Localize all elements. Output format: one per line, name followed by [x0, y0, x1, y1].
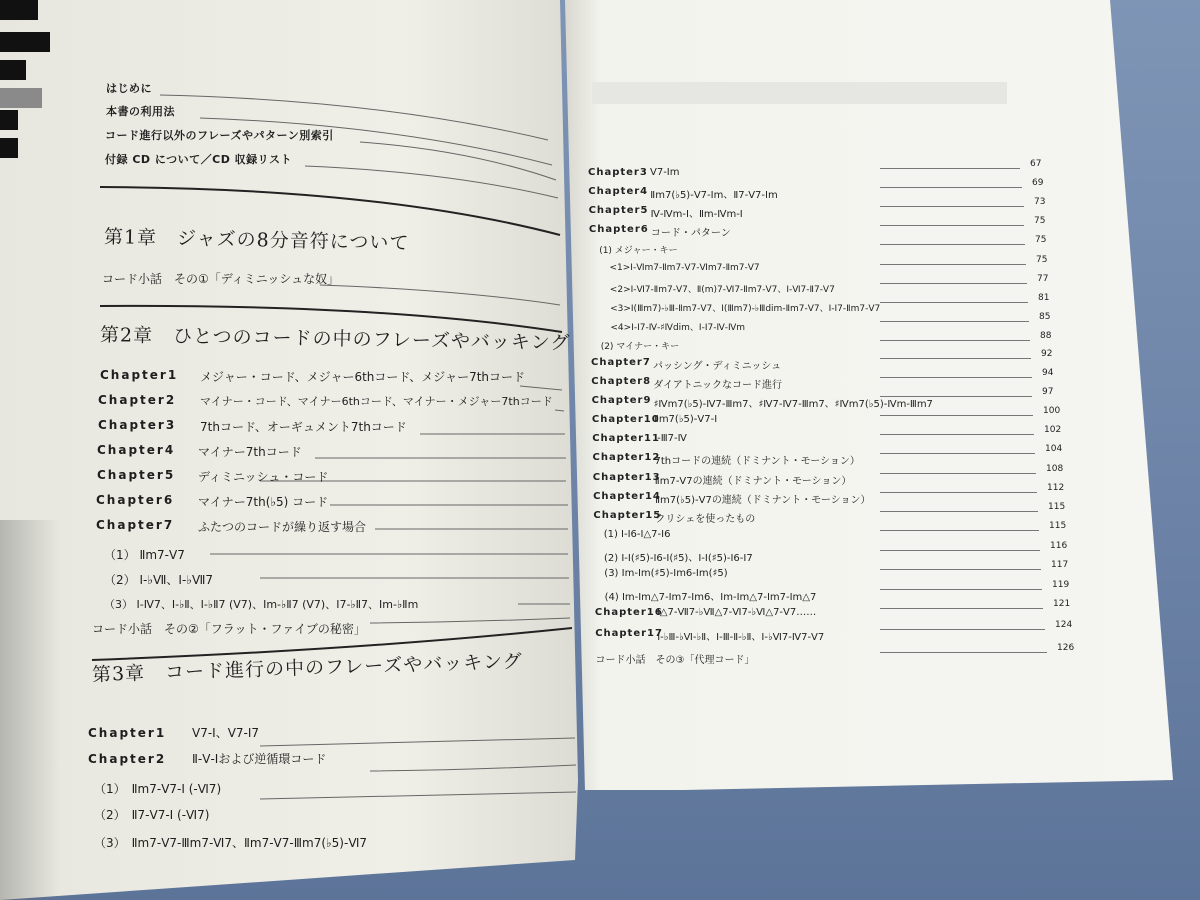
toc-chapter-title: Ⅱm7(♭5)-Ⅴ7の連続（ドミナント・モーション） [655, 495, 871, 506]
toc-row [610, 263, 760, 273]
toc-chapter-name: Chapter1 [88, 726, 167, 740]
toc-chapter-name: Chapter6 [96, 493, 175, 507]
toc-leader-rule [880, 225, 1024, 226]
toc-page-number: 104 [1045, 444, 1063, 454]
toc-row [593, 452, 860, 467]
toc-leader-rule [880, 168, 1020, 169]
toc-leader-rule [880, 569, 1041, 570]
toc-page-number: 75 [1035, 235, 1047, 245]
toc-page-number: 94 [1042, 368, 1054, 378]
toc-page-number: 126 [1057, 643, 1075, 653]
toc-page-number: 73 [1034, 197, 1046, 207]
toc-row [604, 529, 671, 540]
toc-leader-rule [880, 550, 1040, 551]
toc-chapter-name: Chapter13 [592, 472, 661, 483]
toc-leader-rule [880, 244, 1025, 245]
toc-chapter-title: Ⅱ-Ⅴ-Ⅰおよび逆循環コード [192, 752, 327, 766]
toc-page-number: 100 [1043, 406, 1061, 416]
toc-page-number: 121 [1053, 599, 1071, 609]
toc-row [601, 339, 679, 352]
toc-row [610, 301, 880, 314]
toc-chapter-title: コード・パターン [650, 228, 731, 239]
toc-chapter-title: マイナー7th(♭5) コード [198, 495, 329, 509]
toc-page-number: 124 [1055, 620, 1073, 630]
toc-sub-item: （3） Ⅰ-Ⅳ7、Ⅰ-♭Ⅱ、Ⅰ-♭Ⅱ7 (Ⅴ7)、Ⅰm-♭Ⅱ7 (Ⅴ7)、Ⅰ7-♭Ⅱ7、Ⅰm-♭Ⅱm [104, 598, 419, 611]
toc-chapter-title: ふたつのコードが繰り返す場合 [198, 520, 367, 534]
toc-row [593, 491, 870, 506]
toc-chapter-title: (2) Ⅰ-Ⅰ(♯5)-Ⅰ6-Ⅰ(♯5)、Ⅰ-Ⅰ(♯5)-Ⅰ6-Ⅰ7 [604, 553, 753, 564]
toc-chapter-title: Ⅳ-Ⅳm-Ⅰ、Ⅱm-Ⅳm-Ⅰ [650, 209, 743, 220]
toc-page-number: 102 [1044, 425, 1062, 435]
toc-chapter-title: Ⅰ-Ⅲ7-Ⅳ [654, 433, 687, 444]
toc-page-number: 77 [1037, 274, 1049, 284]
toc-row [588, 167, 680, 178]
toc-chapter-name: Chapter1 [100, 368, 179, 382]
toc-chapter-name: Chapter5 [588, 205, 649, 216]
toc-row [591, 376, 782, 391]
toc-chapter-title: マイナー7thコード [198, 445, 302, 459]
toc-leader-rule [880, 530, 1039, 531]
toc-page-number: 75 [1036, 255, 1048, 265]
toc-page-number: 115 [1049, 521, 1067, 531]
intro-item: はじめに [106, 82, 152, 95]
toc-leader-rule [880, 492, 1037, 493]
toc-leader-rule [880, 473, 1036, 474]
toc-chapter-name: Chapter17 [595, 628, 663, 639]
toc-chapter-title: Ⅱm7-Ⅴ7の連続（ドミナント・モーション） [654, 476, 852, 487]
toc-page-number: 85 [1039, 312, 1051, 322]
toc-page-number: 112 [1047, 483, 1065, 493]
toc-chapter-name: Chapter5 [97, 468, 176, 482]
toc-chapter-name: Chapter2 [98, 393, 177, 407]
toc-chapter-title: メジャー・コード、メジャー6thコード、メジャー7thコード [200, 370, 526, 384]
toc-page-number: 119 [1052, 580, 1070, 590]
toc-row [595, 628, 824, 643]
toc-leader-rule [880, 206, 1024, 207]
toc-row [591, 357, 781, 372]
toc-chapter-title: 7thコードの連続（ドミナント・モーション） [654, 456, 860, 467]
toc-chapter-title: (1) メジャー・キー [599, 246, 678, 256]
toc-chapter-title: Ⅰ-♭Ⅲ-♭Ⅵ-♭Ⅱ、Ⅰ-Ⅲ-Ⅱ-♭Ⅱ、Ⅰ-♭Ⅵ7-Ⅳ7-Ⅴ7 [657, 632, 825, 643]
toc-leader-rule [880, 629, 1045, 630]
toc-page-number: 81 [1038, 293, 1050, 303]
toc-chapter-title: <2>Ⅰ-Ⅵ7-Ⅱm7-Ⅴ7、Ⅱ(m)7-Ⅵ7-Ⅱm7-Ⅴ7、Ⅰ-Ⅵ7-Ⅱ7-Ⅴ7 [609, 285, 835, 295]
toc-sub-item: （2） Ⅱ7-Ⅴ7-Ⅰ (-Ⅵ7) [94, 808, 210, 822]
toc-chapter-name: Chapter4 [588, 186, 649, 197]
toc-chapter-title: (2) マイナー・キー [600, 342, 680, 352]
toc-leader-rule [880, 358, 1031, 359]
toc-chapter-name: Chapter10 [591, 414, 660, 425]
toc-row [592, 414, 717, 425]
toc-leader-rule [880, 434, 1034, 435]
toc-chapter-name: Chapter11 [592, 433, 660, 444]
toc-row [593, 510, 755, 525]
toc-page-number: 97 [1042, 387, 1054, 397]
toc-page-number: 69 [1032, 178, 1044, 188]
toc-row [604, 549, 753, 564]
toc-row [588, 186, 777, 201]
toc-row [595, 607, 816, 618]
toc-chapter-name: Chapter3 [588, 167, 648, 178]
toc-chapter-name: Chapter8 [591, 376, 652, 387]
faded-header-bar [592, 82, 1007, 104]
toc-chapter-title: 7thコード、オーギュメント7thコード [200, 420, 407, 434]
toc-leader-rule [880, 321, 1029, 322]
toc-leader-rule [880, 589, 1042, 590]
toc-chapter-title: (3) Ⅰm-Ⅰm(♯5)-Ⅰm6-Ⅰm(♯5) [604, 568, 728, 579]
toc-leader-rule [880, 415, 1033, 416]
toc-row [593, 472, 852, 487]
toc-chapter-title: ディミニッシュ・コード [198, 470, 329, 484]
toc-chapter-title: <1>Ⅰ-Ⅵm7-Ⅱm7-Ⅴ7-Ⅵm7-Ⅱm7-Ⅴ7 [609, 263, 760, 273]
intro-item: 本書の利用法 [106, 105, 175, 118]
toc-page-number: 67 [1030, 159, 1042, 169]
toc-chapter-name: Chapter7 [96, 518, 175, 532]
toc-chapter-title: (1) Ⅰ-Ⅰ6-Ⅰ△7-Ⅰ6 [603, 529, 671, 540]
toc-row [599, 243, 677, 256]
toc-page-number: 108 [1046, 464, 1064, 474]
toc-row [605, 588, 817, 603]
chapter2-sidebar-title: コード小話 その②「フラット・ファイブの秘密」 [92, 622, 366, 636]
toc-row [592, 395, 933, 410]
toc-chapter-title: ♯Ⅳm7(♭5)-Ⅳ7-Ⅲm7、♯Ⅳ7-Ⅳ7-Ⅲm7、♯Ⅳm7(♭5)-Ⅳm-Ⅲm7 [653, 399, 933, 410]
toc-chapter-title: マイナー・コード、マイナー6thコード、マイナー・メジャー7thコード [200, 395, 553, 408]
toc-chapter-name: Chapter3 [98, 418, 177, 432]
toc-chapter-name: Chapter9 [591, 395, 652, 406]
toc-chapter-title: Ⅱm7(♭5)-Ⅴ7-Ⅰ [653, 414, 718, 425]
intro-item: コード進行以外のフレーズやパターン別索引 [105, 129, 334, 142]
toc-row [610, 282, 835, 295]
toc-row [604, 568, 727, 579]
toc-chapter-title: Ⅱm7(♭5)-Ⅴ7-Ⅰm、Ⅱ7-Ⅴ7-Ⅰm [650, 190, 778, 201]
toc-chapter-name: Chapter2 [88, 752, 167, 766]
toc-chapter-name: Chapter6 [588, 224, 649, 235]
chapter2-heading: 第2章 ひとつのコードの中のフレーズやバッキング [99, 324, 571, 355]
toc-sub-item: （1） Ⅱm7-Ⅴ7-Ⅰ (-Ⅵ7) [94, 782, 222, 796]
toc-chapter-name: Chapter7 [591, 357, 651, 368]
toc-chapter-title: <4>Ⅰ-Ⅰ7-Ⅳ-♯Ⅳdim、Ⅰ-Ⅰ7-Ⅳ-Ⅳm [610, 323, 746, 333]
toc-chapter-title: Ⅴ7-Ⅰm [650, 167, 680, 178]
toc-row [610, 320, 745, 333]
toc-page-number: 117 [1051, 560, 1069, 570]
toc-page-number: 75 [1034, 216, 1046, 226]
toc-chapter-title: (4) Ⅰm-Ⅰm△7-Ⅰm7-Ⅰm6、Ⅰm-Ⅰm△7-Ⅰm7-Ⅰm△7 [604, 592, 817, 603]
toc-chapter-name: Chapter14 [593, 491, 661, 502]
chapter3-heading: 第3章 コード進行の中のフレーズやバッキング [91, 650, 523, 686]
toc-chapter-title: パッシング・ディミニッシュ [653, 361, 782, 372]
toc-chapter-name: Chapter12 [592, 452, 661, 463]
intro-item: 付録 CD について／CD 収録リスト [105, 153, 292, 166]
toc-chapter-name: Chapter15 [593, 510, 662, 521]
toc-row [596, 651, 755, 666]
toc-leader-rule [880, 608, 1043, 609]
toc-chapter-name: Chapter16 [594, 607, 663, 618]
toc-sub-item: （3） Ⅱm7-Ⅴ7-Ⅲm7-Ⅵ7、Ⅱm7-Ⅴ7-Ⅲm7(♭5)-Ⅵ7 [94, 836, 368, 850]
toc-leader-rule [880, 396, 1032, 397]
toc-chapter-title: クリシェを使ったもの [655, 514, 756, 525]
toc-chapter-name: Chapter4 [97, 443, 176, 457]
toc-page-number: 116 [1050, 541, 1068, 551]
toc-chapter-title: <3>Ⅰ(Ⅲm7)-♭Ⅲ-Ⅱm7-Ⅴ7、Ⅰ(Ⅲm7)-♭Ⅲdim-Ⅱm7-Ⅴ7、Ⅰ-Ⅰ7-Ⅱm7-Ⅴ7 [610, 304, 881, 314]
toc-leader-rule [880, 453, 1035, 454]
toc-leader-rule [880, 302, 1028, 303]
toc-chapter-title: コード小話 その③「代理コード」 [595, 655, 755, 666]
toc-chapter-title: Ⅴ7-Ⅰ、Ⅴ7-Ⅰ7 [192, 726, 260, 740]
toc-leader-rule [880, 264, 1026, 265]
toc-sub-item: （1） Ⅱm7-Ⅴ7 [104, 548, 185, 562]
toc-page-number: 92 [1041, 349, 1053, 359]
toc-chapter-title: Ⅰ△7-Ⅶ7-♭Ⅶ△7-Ⅵ7-♭Ⅵ△7-Ⅴ7…… [656, 607, 817, 618]
chapter1-heading: 第1章 ジャズの8分音符について [103, 226, 410, 255]
toc-page-number: 115 [1048, 502, 1066, 512]
toc-chapter-title: ダイアトニックなコード進行 [653, 380, 782, 391]
toc-leader-rule [880, 340, 1030, 341]
toc-leader-rule [880, 187, 1022, 188]
toc-sub-item: （2） Ⅰ-♭Ⅶ、Ⅰ-♭Ⅶ7 [104, 573, 214, 587]
chapter1-sidebar-title: コード小話 その①「ディミニッシュな奴」 [102, 272, 340, 286]
toc-page-number: 88 [1040, 331, 1052, 341]
toc-row [589, 205, 743, 220]
toc-row [592, 433, 687, 444]
toc-leader-rule [880, 377, 1032, 378]
toc-leader-rule [880, 511, 1038, 512]
toc-leader-rule [880, 283, 1027, 284]
toc-leader-rule [880, 652, 1047, 653]
toc-row [589, 224, 731, 239]
